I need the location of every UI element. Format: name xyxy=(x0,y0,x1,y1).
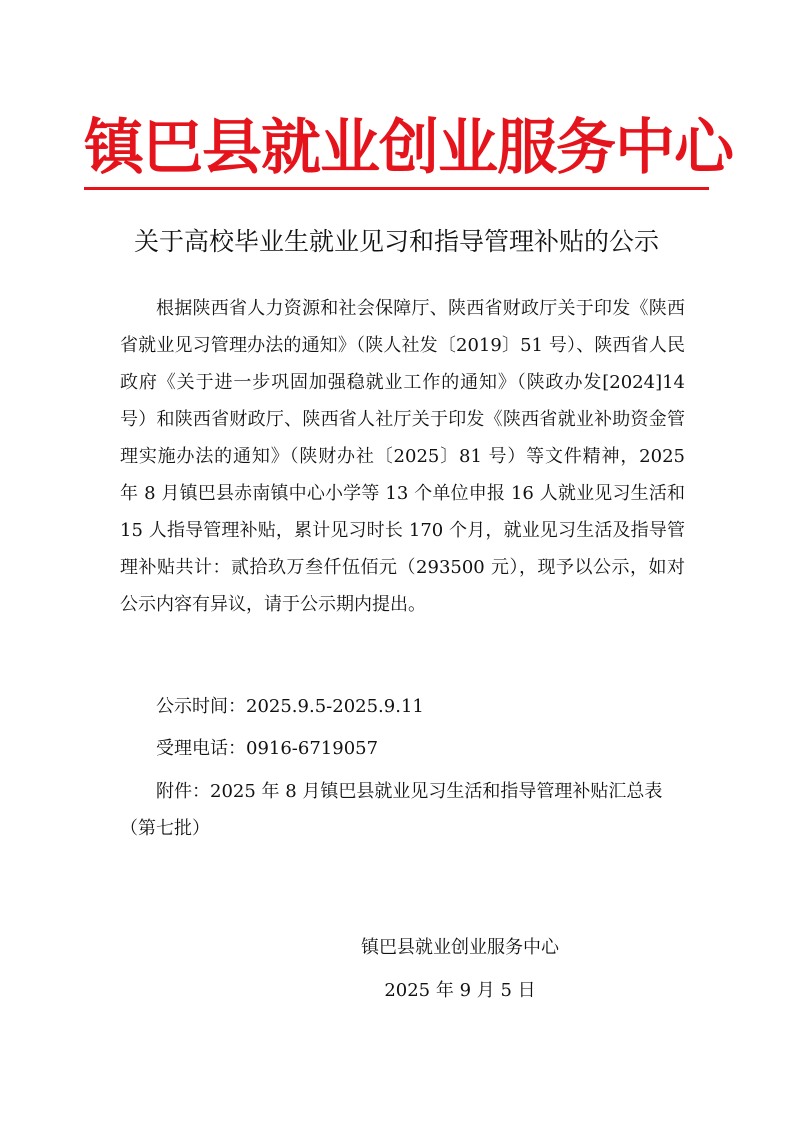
notice-body: 根据陕西省人力资源和社会保障厅、陕西省财政厅关于印发《陕西省就业见习管理办法的通知》（陕人社发〔2019〕51 号）、陕西省人民政府《关于进一步巩固加强稳就业工作的通知》（陕政办发[2024]14 号）和陕西省财政厅、陕西省人社厅关于印发《陕西省就业补助资金管理实施办法的通知》（陕财办社〔2025〕81 号）等文件精神，2025 年 8 月镇巴县赤南镇中心小学等 13 个单位申报 16 人就业见习生活和 15 人指导管理补贴，累计见习时长 170 个月，就业见习生活及指导管理补贴共计：贰拾玖万叁仟伍佰元（293500 元），现予以公示，如对公示内容有异议，请于公示期内提出。 xyxy=(120,298,685,615)
attachment-note: 附件：2025 年 8 月镇巴县就业见习生活和指导管理补贴汇总表（第七批） xyxy=(120,781,663,839)
signature-issuer: 镇巴县就业创业服务中心 xyxy=(361,937,559,958)
signature-date: 2025 年 9 月 5 日 xyxy=(384,980,536,1001)
contact-phone: 受理电话：0916-6719057 xyxy=(156,738,379,759)
notice-title: 关于高校毕业生就业见习和指导管理补贴的公示 xyxy=(133,227,659,256)
header-divider xyxy=(84,187,709,190)
publicity-period: 公示时间：2025.9.5-2025.9.11 xyxy=(156,696,424,717)
organization-header: 镇巴县就业创业服务中心 xyxy=(84,113,733,183)
